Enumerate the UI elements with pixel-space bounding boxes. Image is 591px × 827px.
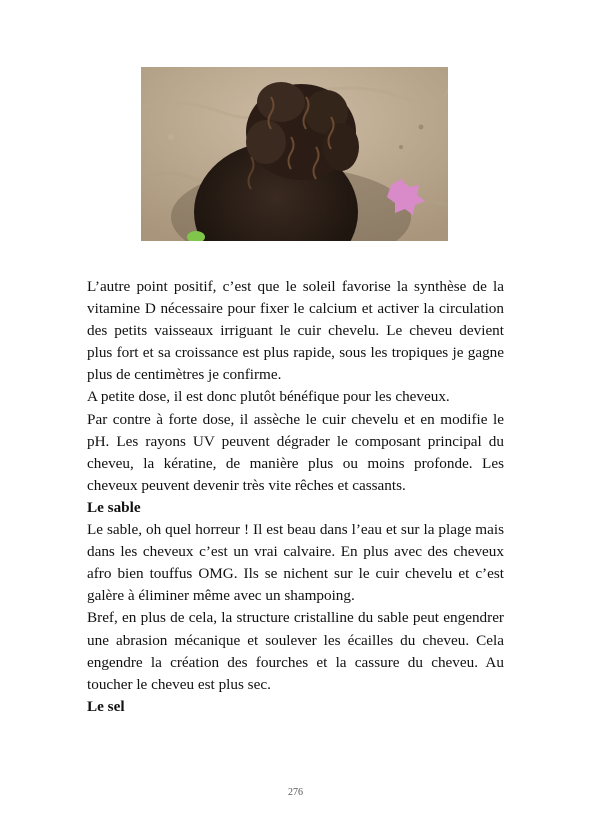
section-heading-sable: Le sable — [87, 498, 141, 516]
page-number: 276 — [288, 787, 303, 798]
section-heading-sel: Le sel — [87, 697, 125, 715]
paragraph: A petite dose, il est donc plutôt bénéfique pour les cheveux. — [87, 388, 450, 406]
paragraph: Par contre à forte dose, il assèche le cuir chevelu et en modifie le pH. Les rayons UV peuvent dégrader le composant principal du cheveu, la kératine, de manière plus ou moins profonde. Les cheveux peuvent devenir très vite rêches et cassants. — [87, 410, 504, 494]
paragraph: Bref, en plus de cela, la structure cristalline du sable peut engendrer une abrasion mécanique et soulever les écailles du cheveu. Cela engendre la création des fourches et la cassure du cheveu. Au toucher le cheveu est plus sec. — [87, 609, 504, 693]
paragraph: L’autre point positif, c’est que le soleil favorise la synthèse de la vitamine D nécessaire pour fixer le calcium et activer la circulation des petits vaisseaux irriguant le cuir chevelu. Le cheveu devient plus fort et sa croissance est plus rapide, sous les tropiques je gagne plus de centimètres je confirme. — [87, 278, 504, 384]
hair-on-sand-photo — [141, 67, 448, 241]
body-text — [87, 276, 504, 718]
paragraph: Le sable, oh quel horreur ! Il est beau dans l’eau et sur la plage mais dans les cheveux c’est un vrai calvaire. En plus avec des cheveux afro bien touffus OMG. Ils se nichent sur le cuir chevelu et c’est galère à éliminer même avec un shampoing. — [87, 521, 504, 605]
